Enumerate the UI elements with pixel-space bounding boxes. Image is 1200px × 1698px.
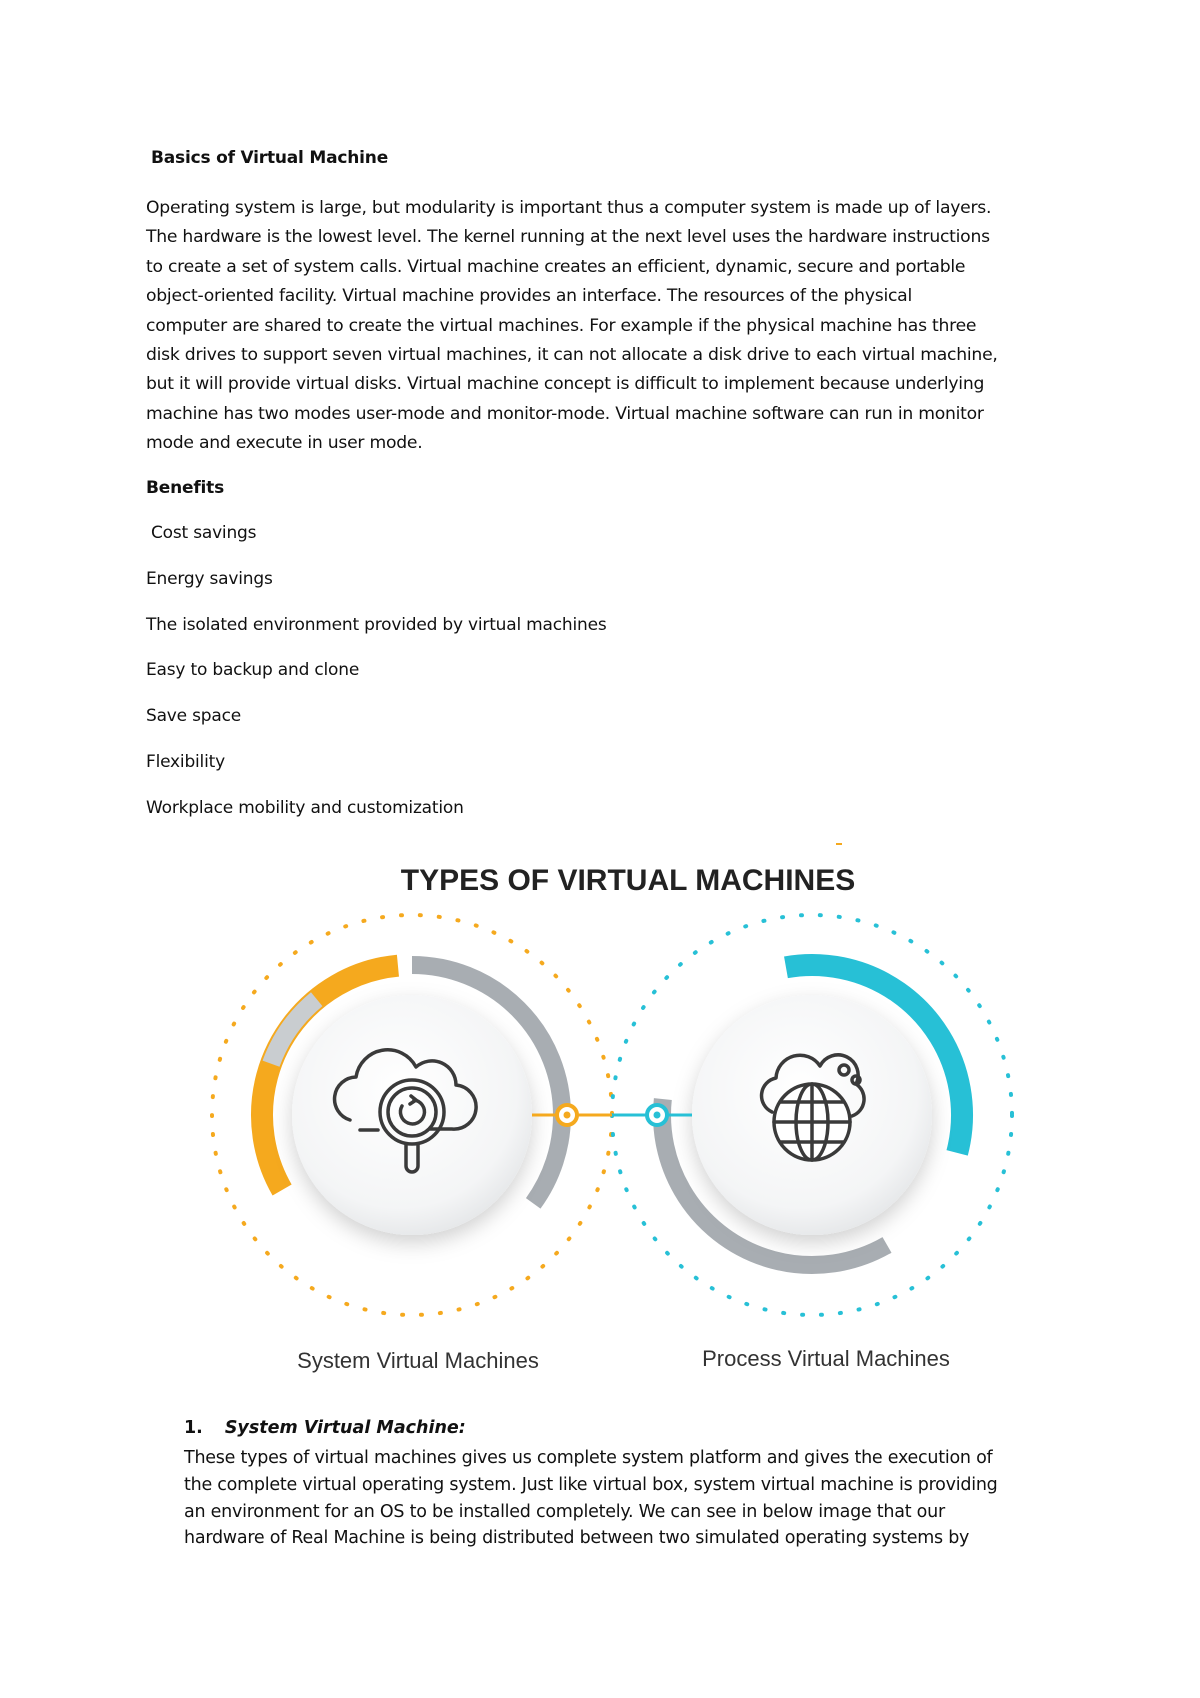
intro-line: machine has two modes user-mode and monitor-mode. Virtual machine software can run in monitor bbox=[146, 403, 984, 424]
benefit-item: Easy to backup and clone bbox=[146, 660, 360, 680]
section-heading bbox=[184, 1418, 466, 1438]
section-line: an environment for an OS to be installed completely. We can see in below image that our bbox=[184, 1501, 945, 1522]
intro-line: computer are shared to create the virtual machines. For example if the physical machine has three bbox=[146, 315, 977, 336]
benefit-item: Energy savings bbox=[146, 569, 273, 589]
section-title: System Virtual Machine: bbox=[224, 1418, 466, 1438]
vm-types-figure bbox=[200, 830, 1080, 1390]
intro-line: Operating system is large, but modularity is important thus a computer system is made up of layers. bbox=[146, 198, 992, 218]
intro-line: mode and execute in user mode. bbox=[146, 433, 423, 454]
benefits-heading: Benefits bbox=[146, 478, 224, 498]
intro-line: The hardware is the lowest level. The kernel running at the next level uses the hardware instructions bbox=[146, 227, 990, 248]
intro-line: to create a set of system calls. Virtual machine creates an efficient, dynamic, secure and portable bbox=[146, 256, 966, 277]
intro-line: but it will provide virtual disks. Virtual machine concept is difficult to implement because underlying bbox=[146, 374, 985, 395]
benefit-item: Workplace mobility and customization bbox=[146, 798, 464, 818]
section-line: These types of virtual machines gives us complete system platform and gives the execution of bbox=[184, 1448, 993, 1468]
section-paragraph bbox=[184, 1445, 1064, 1552]
figure-title: TYPES OF VIRTUAL MACHINES bbox=[400, 864, 856, 897]
document-title: Basics of Virtual Machine bbox=[151, 148, 389, 168]
connector-right-node-dot bbox=[654, 1112, 661, 1119]
left-label: System Virtual Machines bbox=[297, 1348, 539, 1373]
intro-paragraph bbox=[146, 194, 1066, 459]
left-disc bbox=[292, 995, 532, 1235]
benefit-item: Cost savings bbox=[151, 523, 257, 543]
benefit-item: Flexibility bbox=[146, 752, 225, 772]
intro-line: object-oriented facility. Virtual machine provides an interface. The resources of the physical bbox=[146, 286, 912, 307]
section-line: the complete virtual operating system. Just like virtual box, system virtual machine is providing bbox=[184, 1474, 998, 1495]
right-label: Process Virtual Machines bbox=[702, 1346, 950, 1371]
section-line: hardware of Real Machine is being distributed between two simulated operating systems by bbox=[184, 1528, 970, 1549]
benefit-item: Save space bbox=[146, 706, 242, 726]
benefit-item: The isolated environment provided by virtual machines bbox=[146, 615, 607, 635]
intro-line: disk drives to support seven virtual machines, it can not allocate a disk drive to each virtual machine, bbox=[146, 345, 998, 366]
connector-left-node-dot bbox=[564, 1112, 571, 1119]
section-number: 1. bbox=[184, 1418, 203, 1438]
